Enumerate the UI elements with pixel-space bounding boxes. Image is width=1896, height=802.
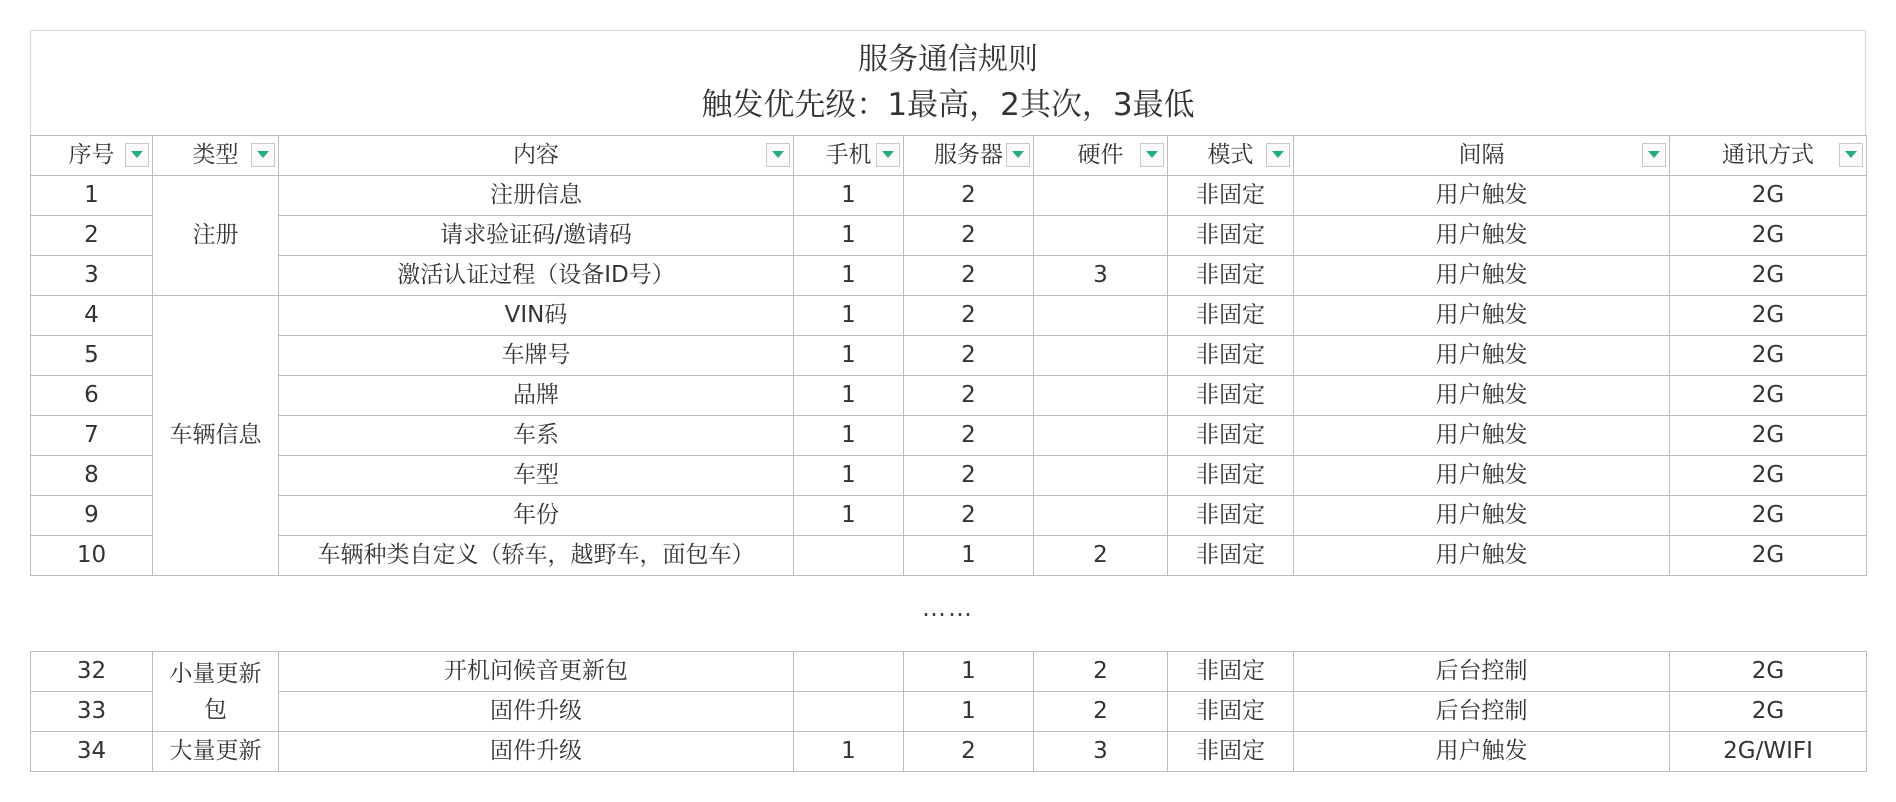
header-label: 硬件 <box>1077 142 1124 168</box>
header-col-interval <box>1294 136 1670 176</box>
table-row <box>31 652 1867 692</box>
cell-interval: 用户触发 <box>1294 536 1670 576</box>
cell-comm: 2G <box>1670 176 1867 216</box>
cell-interval: 用户触发 <box>1294 296 1670 336</box>
cell-mode: 非固定 <box>1168 256 1294 296</box>
cell-server: 2 <box>904 416 1034 456</box>
cell-content: 品牌 <box>279 376 794 416</box>
cell-server: 2 <box>904 732 1034 772</box>
rules-sheet <box>30 30 1866 772</box>
header-col-mode <box>1168 136 1294 176</box>
cell-no: 5 <box>31 336 153 376</box>
cell-interval: 后台控制 <box>1294 692 1670 732</box>
cell-content: 固件升级 <box>279 692 794 732</box>
cell-comm: 2G <box>1670 456 1867 496</box>
cell-phone <box>794 652 904 692</box>
header-col-type <box>153 136 279 176</box>
cell-comm: 2G <box>1670 296 1867 336</box>
cell-mode: 非固定 <box>1168 496 1294 536</box>
cell-type: 车辆信息 <box>153 296 279 576</box>
cell-phone: 1 <box>794 296 904 336</box>
cell-interval: 用户触发 <box>1294 732 1670 772</box>
cell-comm: 2G <box>1670 216 1867 256</box>
cell-hardware <box>1034 376 1168 416</box>
cell-hardware <box>1034 216 1168 256</box>
dropdown-filter-icon <box>257 151 269 159</box>
filter-dropdown-button[interactable] <box>1839 143 1863 167</box>
rules-table-bottom <box>30 651 1867 772</box>
cell-no: 1 <box>31 176 153 216</box>
cell-mode: 非固定 <box>1168 336 1294 376</box>
cell-content: 车系 <box>279 416 794 456</box>
cell-no: 8 <box>31 456 153 496</box>
cell-mode: 非固定 <box>1168 692 1294 732</box>
table-row <box>31 496 1867 536</box>
cell-interval: 用户触发 <box>1294 216 1670 256</box>
cell-server: 2 <box>904 216 1034 256</box>
cell-comm: 2G <box>1670 652 1867 692</box>
table-body-top <box>31 176 1867 576</box>
cell-hardware <box>1034 416 1168 456</box>
cell-hardware: 3 <box>1034 256 1168 296</box>
cell-server: 2 <box>904 456 1034 496</box>
dropdown-filter-icon <box>131 151 143 159</box>
cell-content: 车辆种类自定义（轿车，越野车，面包车） <box>279 536 794 576</box>
cell-interval: 用户触发 <box>1294 336 1670 376</box>
cell-content: 激活认证过程（设备ID号） <box>279 256 794 296</box>
filter-dropdown-button[interactable] <box>1642 143 1666 167</box>
filter-dropdown-button[interactable] <box>125 143 149 167</box>
cell-hardware: 2 <box>1034 536 1168 576</box>
header-col-phone <box>794 136 904 176</box>
cell-phone: 1 <box>794 336 904 376</box>
title-main: 服务通信规则 <box>858 42 1038 77</box>
cell-comm: 2G/WIFI <box>1670 732 1867 772</box>
table-row <box>31 296 1867 336</box>
cell-phone: 1 <box>794 176 904 216</box>
filter-dropdown-button[interactable] <box>1266 143 1290 167</box>
dropdown-filter-icon <box>1012 151 1024 159</box>
header-col-no <box>31 136 153 176</box>
cell-interval: 用户触发 <box>1294 496 1670 536</box>
title-priority: 触发优先级：1最高，2其次，3最低 <box>701 87 1195 123</box>
cell-server: 2 <box>904 496 1034 536</box>
cell-hardware <box>1034 456 1168 496</box>
cell-interval: 用户触发 <box>1294 256 1670 296</box>
cell-no: 4 <box>31 296 153 336</box>
table-row <box>31 536 1867 576</box>
cell-type: 注册 <box>153 176 279 296</box>
cell-phone: 1 <box>794 496 904 536</box>
cell-mode: 非固定 <box>1168 176 1294 216</box>
cell-server: 2 <box>904 256 1034 296</box>
cell-content: 年份 <box>279 496 794 536</box>
table-row <box>31 176 1867 216</box>
rules-table-top <box>30 135 1867 576</box>
cell-hardware <box>1034 296 1168 336</box>
omitted-rows-ellipsis: …… <box>922 594 974 622</box>
header-label: 模式 <box>1207 142 1254 168</box>
cell-hardware <box>1034 336 1168 376</box>
cell-no: 32 <box>31 652 153 692</box>
cell-phone <box>794 536 904 576</box>
header-label: 服务器 <box>934 142 1003 168</box>
cell-interval: 后台控制 <box>1294 652 1670 692</box>
table-row <box>31 336 1867 376</box>
cell-mode: 非固定 <box>1168 456 1294 496</box>
cell-comm: 2G <box>1670 496 1867 536</box>
cell-server: 2 <box>904 376 1034 416</box>
cell-hardware: 2 <box>1034 652 1168 692</box>
cell-mode: 非固定 <box>1168 216 1294 256</box>
header-label: 手机 <box>825 142 872 168</box>
header-row <box>31 136 1867 176</box>
cell-interval: 用户触发 <box>1294 416 1670 456</box>
table-row <box>31 416 1867 456</box>
table-row <box>31 456 1867 496</box>
cell-mode: 非固定 <box>1168 732 1294 772</box>
dropdown-filter-icon <box>1146 151 1158 159</box>
table-row <box>31 376 1867 416</box>
header-col-hardware <box>1034 136 1168 176</box>
header-col-content <box>279 136 794 176</box>
cell-content: 固件升级 <box>279 732 794 772</box>
cell-content: 开机问候音更新包 <box>279 652 794 692</box>
cell-no: 10 <box>31 536 153 576</box>
cell-content: VIN码 <box>279 296 794 336</box>
cell-mode: 非固定 <box>1168 536 1294 576</box>
cell-comm: 2G <box>1670 336 1867 376</box>
sheet-title <box>30 30 1866 135</box>
cell-content: 车牌号 <box>279 336 794 376</box>
filter-dropdown-button[interactable] <box>1006 143 1030 167</box>
filter-dropdown-button[interactable] <box>766 143 790 167</box>
cell-mode: 非固定 <box>1168 652 1294 692</box>
table-row <box>31 732 1867 772</box>
cell-no: 3 <box>31 256 153 296</box>
filter-dropdown-button[interactable] <box>1140 143 1164 167</box>
filter-dropdown-button[interactable] <box>251 143 275 167</box>
cell-server: 1 <box>904 536 1034 576</box>
cell-mode: 非固定 <box>1168 296 1294 336</box>
header-label: 序号 <box>68 142 115 168</box>
cell-hardware: 2 <box>1034 692 1168 732</box>
dropdown-filter-icon <box>882 151 894 159</box>
header-label: 间隔 <box>1458 142 1505 168</box>
cell-hardware <box>1034 176 1168 216</box>
cell-phone <box>794 692 904 732</box>
header-label: 内容 <box>513 142 559 168</box>
cell-no: 34 <box>31 732 153 772</box>
cell-comm: 2G <box>1670 692 1867 732</box>
dropdown-filter-icon <box>772 151 784 159</box>
cell-interval: 用户触发 <box>1294 176 1670 216</box>
filter-dropdown-button[interactable] <box>876 143 900 167</box>
header-col-server <box>904 136 1034 176</box>
cell-phone: 1 <box>794 416 904 456</box>
cell-phone: 1 <box>794 216 904 256</box>
cell-content: 请求验证码/邀请码 <box>279 216 794 256</box>
cell-content: 车型 <box>279 456 794 496</box>
cell-phone: 1 <box>794 256 904 296</box>
header-label: 类型 <box>192 142 239 168</box>
cell-no: 7 <box>31 416 153 456</box>
header-col-comm <box>1670 136 1867 176</box>
cell-no: 2 <box>31 216 153 256</box>
dropdown-filter-icon <box>1845 151 1857 159</box>
cell-comm: 2G <box>1670 256 1867 296</box>
cell-phone: 1 <box>794 456 904 496</box>
table-row <box>31 692 1867 732</box>
table-row <box>31 256 1867 296</box>
cell-no: 9 <box>31 496 153 536</box>
cell-no: 6 <box>31 376 153 416</box>
cell-content: 注册信息 <box>279 176 794 216</box>
cell-hardware: 3 <box>1034 732 1168 772</box>
table-body-bottom <box>31 652 1867 772</box>
cell-phone: 1 <box>794 376 904 416</box>
cell-hardware <box>1034 496 1168 536</box>
cell-interval: 用户触发 <box>1294 376 1670 416</box>
cell-comm: 2G <box>1670 536 1867 576</box>
cell-server: 2 <box>904 296 1034 336</box>
cell-server: 1 <box>904 652 1034 692</box>
cell-comm: 2G <box>1670 376 1867 416</box>
cell-server: 2 <box>904 176 1034 216</box>
header-label: 通讯方式 <box>1722 142 1814 168</box>
cell-type: 大量更新 <box>153 732 279 772</box>
cell-server: 1 <box>904 692 1034 732</box>
cell-phone: 1 <box>794 732 904 772</box>
cell-no: 33 <box>31 692 153 732</box>
cell-server: 2 <box>904 336 1034 376</box>
cell-type: 小量更新包 <box>153 652 279 732</box>
table-row <box>31 216 1867 256</box>
dropdown-filter-icon <box>1648 151 1660 159</box>
cell-comm: 2G <box>1670 416 1867 456</box>
dropdown-filter-icon <box>1272 151 1284 159</box>
cell-mode: 非固定 <box>1168 376 1294 416</box>
cell-interval: 用户触发 <box>1294 456 1670 496</box>
cell-mode: 非固定 <box>1168 416 1294 456</box>
